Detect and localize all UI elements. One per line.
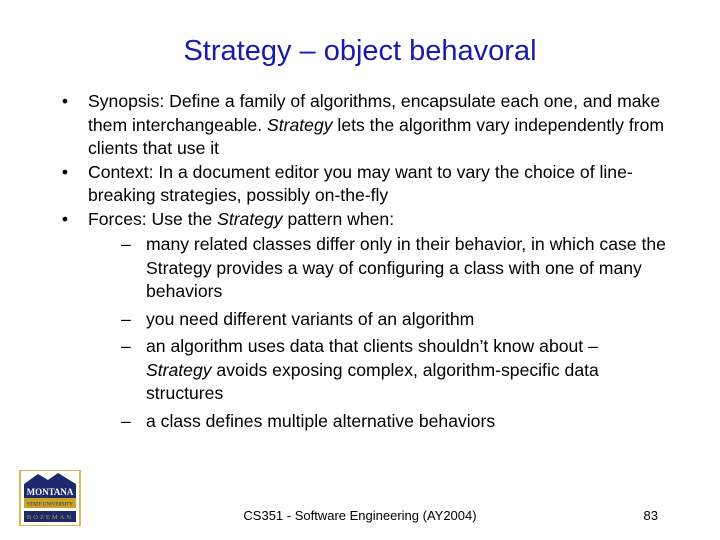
page-number: 83 [643, 508, 658, 523]
sub-bullet-item [121, 233, 666, 304]
text-run: you need different variants of an algorithm [146, 308, 475, 329]
bullet-text [88, 162, 633, 206]
sub-bullet-text [146, 411, 495, 431]
text-run: a class defines multiple alternative behaviors [146, 410, 496, 431]
dash-marker: – [121, 234, 131, 254]
text-run: an algorithm uses data that clients shouldn’t know about – [146, 336, 598, 356]
sub-bullet-text [146, 234, 666, 301]
sub-bullet-text [146, 309, 474, 329]
sub-bullet-text [146, 336, 599, 403]
text-run: lets the algorithm vary independently from clients that use it [88, 114, 665, 158]
sub-bullet-item [121, 410, 666, 434]
bullet-marker: • [61, 91, 69, 111]
dash-marker: – [121, 336, 131, 356]
bullet-text [88, 91, 664, 158]
sub-bullet-list [56, 233, 666, 433]
bullet-item [56, 161, 666, 208]
text-run: many related classes differ only in their behavior, in which case the Strategy provides a way of configuring a class with one of many behaviors [146, 234, 666, 301]
logo-line-3: BOZEMAN [26, 514, 74, 521]
bullet-item [56, 208, 666, 232]
text-run: Forces: Use the [88, 208, 218, 229]
dash-marker: – [121, 308, 131, 329]
sub-bullet-item [121, 308, 666, 332]
bullet-marker: • [61, 161, 69, 182]
emphasized-text: Strategy [217, 208, 283, 229]
dash-marker: – [121, 410, 131, 431]
text-run: Synopsis: Define a family of algorithms, encapsulate each one, and make them interchangeable. [88, 91, 661, 135]
footer-course-label: CS351 - Software Engineering (AY2004) [243, 508, 477, 523]
slide-content [56, 90, 666, 437]
logo-line-2: STATE UNIVERSITY [27, 502, 73, 508]
slide-title: Strategy – object behavoral [183, 35, 537, 67]
text-run: pattern when: [282, 208, 395, 229]
bullet-marker: • [61, 208, 69, 229]
text-run: avoids exposing complex, algorithm-specific data structures [146, 359, 599, 403]
bullet-text [88, 209, 394, 229]
bullet-item [56, 90, 666, 161]
emphasized-text: Strategy [267, 114, 333, 135]
sub-bullet-item [121, 335, 666, 406]
logo-line-1: MONTANA [26, 487, 74, 497]
emphasized-text: Strategy [146, 359, 212, 380]
text-run: Context: In a document editor you may want to vary the choice of line-breaking strategies, possibly on-the-fly [88, 161, 633, 205]
